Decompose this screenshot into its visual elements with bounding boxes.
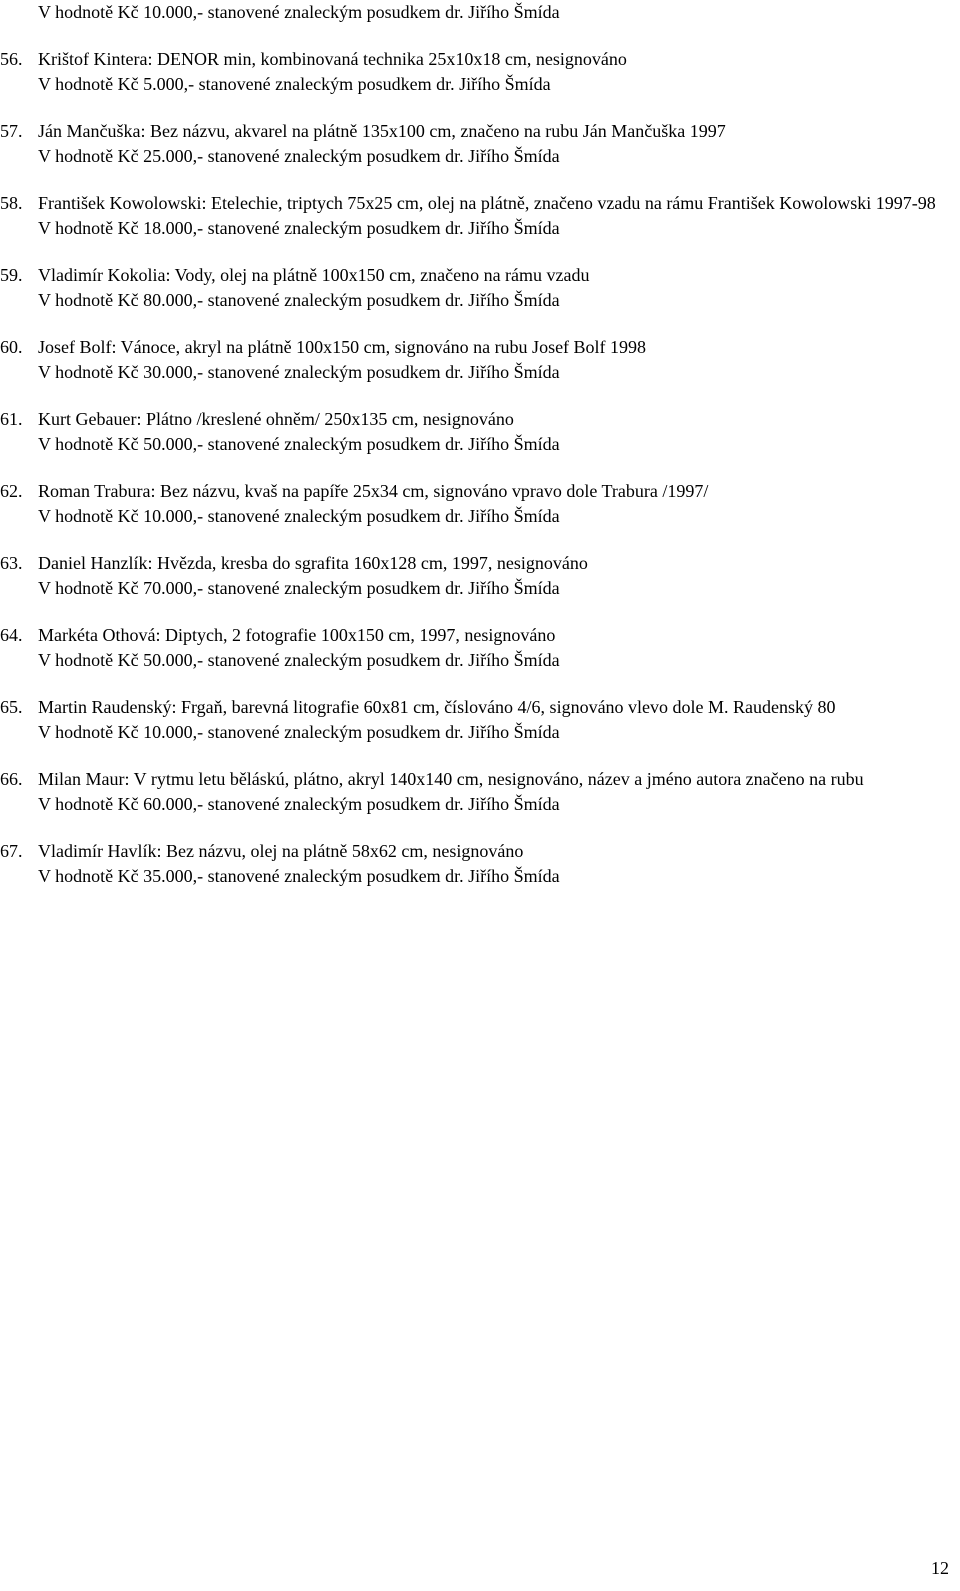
item-body	[38, 839, 938, 889]
item-number: 57.	[0, 121, 23, 141]
auction-item	[0, 263, 960, 313]
auction-item	[0, 191, 960, 241]
item-value: V hodnotě Kč 80.000,- stanovené znaleckým posudkem dr. Jiřího Šmída	[38, 290, 560, 310]
item-value: V hodnotě Kč 5.000,- stanovené znaleckým posudkem dr. Jiřího Šmída	[38, 74, 551, 94]
item-description: Krištof Kintera: DENOR min, kombinovaná technika 25x10x18 cm, nesignováno	[38, 49, 627, 69]
item-number: 66.	[0, 769, 23, 789]
item-description: Vladimír Kokolia: Vody, olej na plátně 100x150 cm, značeno na rámu vzadu	[38, 265, 590, 285]
item-value: V hodnotě Kč 10.000,- stanovené znaleckým posudkem dr. Jiřího Šmída	[38, 722, 560, 742]
item-number: 67.	[0, 841, 23, 861]
item-body	[38, 407, 938, 457]
item-number: 60.	[0, 337, 23, 357]
auction-item	[0, 767, 960, 817]
auction-item	[0, 623, 960, 673]
item-body	[38, 695, 938, 745]
item-number: 58.	[0, 193, 23, 213]
item-description: František Kowolowski: Etelechie, triptych 75x25 cm, olej na plátně, značeno vzadu na rámu František Kowolowski 1997-98	[38, 193, 936, 213]
auction-item	[0, 335, 960, 385]
item-value: V hodnotě Kč 70.000,- stanovené znaleckým posudkem dr. Jiřího Šmída	[38, 578, 560, 598]
item-value: V hodnotě Kč 30.000,- stanovené znaleckým posudkem dr. Jiřího Šmída	[38, 362, 560, 382]
item-value: V hodnotě Kč 60.000,- stanovené znaleckým posudkem dr. Jiřího Šmída	[38, 794, 560, 814]
auction-item	[0, 47, 960, 97]
item-body	[38, 479, 938, 529]
item-description: Markéta Othová: Diptych, 2 fotografie 100x150 cm, 1997, nesignováno	[38, 625, 556, 645]
item-description: Milan Maur: V rytmu letu běláskú, plátno, akryl 140x140 cm, nesignováno, název a jméno autora značeno na rubu	[38, 769, 864, 789]
item-body	[38, 335, 938, 385]
auction-item	[0, 479, 960, 529]
item-description: Vladimír Havlík: Bez názvu, olej na plátně 58x62 cm, nesignováno	[38, 841, 524, 861]
auction-item	[0, 551, 960, 601]
item-body	[38, 623, 938, 673]
item-value: V hodnotě Kč 35.000,- stanovené znaleckým posudkem dr. Jiřího Šmída	[38, 866, 560, 886]
item-body	[38, 551, 938, 601]
item-value: V hodnotě Kč 50.000,- stanovené znaleckým posudkem dr. Jiřího Šmída	[38, 650, 560, 670]
item-description: Josef Bolf: Vánoce, akryl na plátně 100x150 cm, signováno na rubu Josef Bolf 1998	[38, 337, 647, 357]
item-value: V hodnotě Kč 18.000,- stanovené znaleckým posudkem dr. Jiřího Šmída	[38, 218, 560, 238]
item-value: V hodnotě Kč 50.000,- stanovené znaleckým posudkem dr. Jiřího Šmída	[38, 434, 560, 454]
item-body	[38, 767, 938, 817]
item-number: 64.	[0, 625, 23, 645]
item-value: V hodnotě Kč 10.000,- stanovené znaleckým posudkem dr. Jiřího Šmída	[38, 506, 560, 526]
auction-item	[0, 119, 960, 169]
item-body	[38, 47, 938, 97]
auction-item	[0, 695, 960, 745]
item-description: Daniel Hanzlík: Hvězda, kresba do sgrafita 160x128 cm, 1997, nesignováno	[38, 553, 588, 573]
item-number: 62.	[0, 481, 23, 501]
item-description: Martin Raudenský: Frgaň, barevná litografie 60x81 cm, číslováno 4/6, signováno vlevo dole M. Raudenský 80	[38, 697, 836, 717]
previous-item-value: V hodnotě Kč 10.000,- stanovené znaleckým posudkem dr. Jiřího Šmída	[38, 2, 560, 22]
page-number: 12	[931, 1558, 949, 1578]
item-body	[38, 191, 938, 241]
item-number: 63.	[0, 553, 23, 573]
item-description: Ján Mančuška: Bez názvu, akvarel na plátně 135x100 cm, značeno na rubu Ján Mančuška 1997	[38, 121, 726, 141]
auction-item-list	[0, 47, 960, 911]
item-number: 65.	[0, 697, 23, 717]
item-number: 61.	[0, 409, 23, 429]
item-value: V hodnotě Kč 25.000,- stanovené znaleckým posudkem dr. Jiřího Šmída	[38, 146, 560, 166]
item-description: Kurt Gebauer: Plátno /kreslené ohněm/ 250x135 cm, nesignováno	[38, 409, 514, 429]
item-body	[38, 119, 938, 169]
item-body	[38, 263, 938, 313]
auction-item	[0, 839, 960, 889]
item-number: 56.	[0, 49, 23, 69]
item-number: 59.	[0, 265, 23, 285]
item-description: Roman Trabura: Bez názvu, kvaš na papíře 25x34 cm, signováno vpravo dole Trabura /1997/	[38, 481, 709, 501]
auction-item	[0, 407, 960, 457]
